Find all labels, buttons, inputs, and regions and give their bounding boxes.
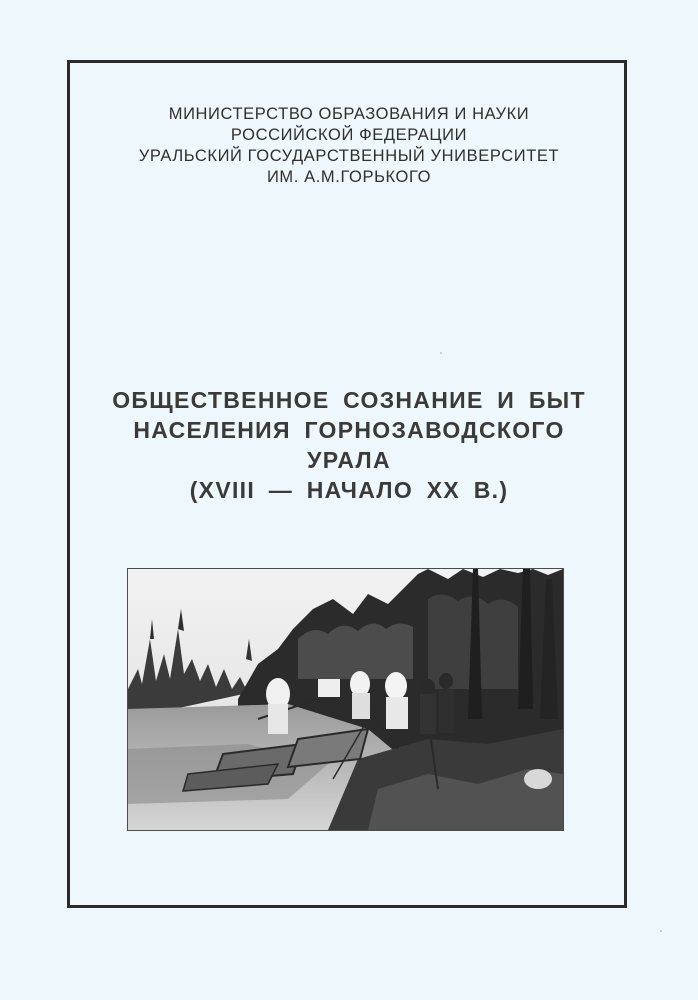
title-line-4: (XVIII — НАЧАЛО XX В.) xyxy=(189,477,509,503)
paper-speck xyxy=(440,352,442,354)
institution-line-federation: РОССИЙСКОЙ ФЕДЕРАЦИИ xyxy=(230,126,468,144)
cover-photograph xyxy=(127,568,564,831)
paper-speck xyxy=(660,930,662,932)
title-line-3: УРАЛА xyxy=(307,447,391,473)
institution-line-ministry: МИНИСТЕРСТВО ОБРАЗОВАНИЯ И НАУКИ xyxy=(168,105,530,123)
institution-line-named-after: ИМ. А.М.ГОРЬКОГО xyxy=(266,168,432,186)
title-line-1: ОБЩЕСТВЕННОЕ СОЗНАНИЕ И БЫТ xyxy=(112,387,586,413)
institution-header xyxy=(0,104,698,188)
institution-line-university: УРАЛЬСКИЙ ГОСУДАРСТВЕННЫЙ УНИВЕРСИТЕТ xyxy=(138,147,560,165)
book-title xyxy=(0,385,698,505)
title-line-2: НАСЕЛЕНИЯ ГОРНОЗАВОДСКОГО xyxy=(133,417,565,443)
photograph-image xyxy=(128,569,563,830)
